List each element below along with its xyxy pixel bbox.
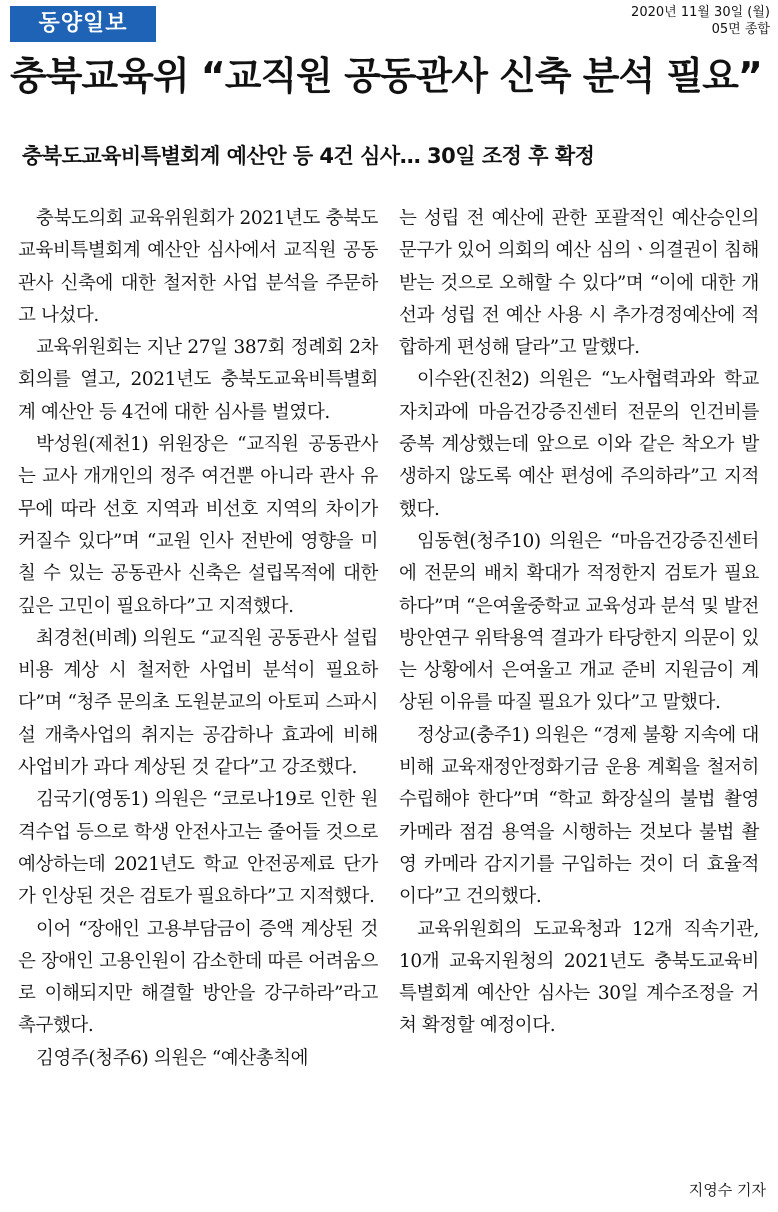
paragraph: 최경천(비례) 의원도 “교직원 공동관사 설립비용 계상 시 철저한 사업비 분석이 필요하다”며 “청주 문의초 도원분교의 아토피 스파시설 개축사업의 취지는 공감하나 효과에 비해 사업비가 과다 계상된 것 같다”고 강조했다. bbox=[18, 627, 378, 779]
byline: 지영수 기자 bbox=[688, 1181, 766, 1199]
newspaper-logo: 동양일보 bbox=[10, 6, 156, 42]
paragraph: 정상교(충주1) 의원은 “경제 불황 지속에 대비해 교육재정안정화기금 운용 계획을 철저히 수립해야 한다”며 “학교 화장실의 불법 촬영 카메라 점검 용역을 시행하는 것보다 불법 촬영 카메라 감지기를 구입하는 것이 더 효율적이다”고 건의했다. bbox=[399, 724, 759, 908]
article-column-right bbox=[399, 203, 759, 1043]
article-subheadline: 충북도교육비특별회계 예산안 등 4건 심사… 30일 조정 후 확정 bbox=[22, 144, 595, 168]
article-headline: 충북교육위 “교직원 공동관사 신축 분석 필요” bbox=[10, 54, 762, 98]
paragraph: 김국기(영동1) 의원은 “코로나19로 인한 원격수업 등으로 학생 안전사고는 줄어들 것으로 예상하는데 2021년도 학교 안전공제료 단가가 인상된 것은 검토가 필요하다”고 지적했다. bbox=[18, 789, 378, 908]
paragraph: 충북도의회 교육위원회가 2021년도 충북도교육비특별회계 예산안 심사에서 교직원 공동관사 신축에 대한 철저한 사업 분석을 주문하고 나섰다. bbox=[18, 208, 378, 326]
article-column-left bbox=[18, 203, 378, 1075]
paragraph: 이어 “장애인 고용부담금이 증액 계상된 것은 장애인 고용인원이 감소한데 따른 어려움으로 이해되지만 해결할 방안을 강구하라”라고 촉구했다. bbox=[18, 918, 378, 1037]
dateline bbox=[631, 4, 770, 38]
publication-date: 2020년 11월 30일 (월) bbox=[631, 5, 770, 20]
paragraph: 이수완(진천2) 의원은 “노사협력과와 학교자치과에 마음건강증진센터 전문의 인건비를 중복 계상했는데 앞으로 이와 같은 착오가 발생하지 않도록 예산 편성에 주의하라”고 지적했다. bbox=[399, 369, 759, 520]
paragraph: 박성원(제천1) 위원장은 “교직원 공동관사는 교사 개개인의 정주 여건뿐 아니라 관사 유무에 따라 선호 지역과 비선호 지역의 차이가 커질수 있다”며 “교원 인사 전반에 영향을 미칠 수 있는 공동관사 신축은 설립목적에 대한 깊은 고민이 필요하다”고 지적했다. bbox=[18, 434, 378, 617]
paragraph: 는 성립 전 예산에 관한 포괄적인 예산승인의 문구가 있어 의회의 예산 심의ㆍ의결권이 침해받는 것으로 오해할 수 있다”며 “이에 대한 개선과 성립 전 예산 사용 시 추가경정예산에 적합하게 편성해 달라”고 말했다. bbox=[399, 208, 759, 359]
paragraph: 임동현(청주10) 의원은 “마음건강증진센터에 전문의 배치 확대가 적정한지 검토가 필요하다”며 “은여울중학교 교육성과 분석 및 발전방안연구 위탁용역 결과가 타당한지 의문이 있는 상황에서 은여울고 개교 준비 지원금이 계상된 이유를 따질 필요가 있다”고 말했다. bbox=[399, 530, 759, 714]
page-section: 05면 종합 bbox=[711, 22, 770, 37]
paragraph: 교육위원회는 지난 27일 387회 정례회 2차 회의를 열고, 2021년도 충북도교육비특별회계 예산안 등 4건에 대한 심사를 벌였다. bbox=[18, 337, 378, 423]
paragraph: 김영주(청주6) 의원은 “예산총칙에 bbox=[36, 1047, 309, 1069]
paragraph: 교육위원회의 도교육청과 12개 직속기관, 10개 교육지원청의 2021년도 충북도교육비특별회계 예산안 심사는 30일 계수조정을 거쳐 확정할 예정이다. bbox=[399, 918, 759, 1037]
